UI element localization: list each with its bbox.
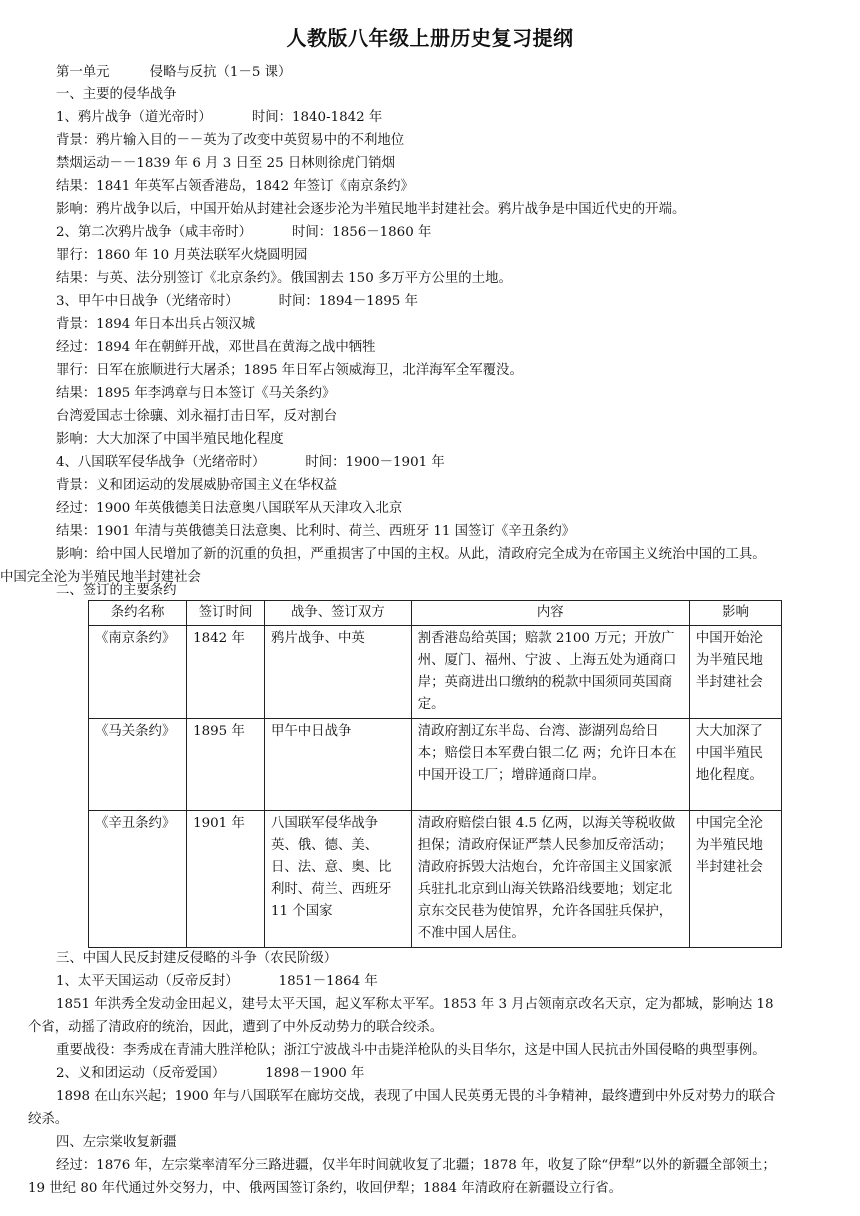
taiping-paragraph: 1851 年洪秀全发动金田起义，建号太平天国，起义军称太平军。1853 年 3 月占领南京改名天京，定为都城，影响达 18: [56, 997, 774, 1012]
taiwan-resistance: 台湾爱国志士徐骧、刘永福打击日军，反对割台: [56, 409, 338, 424]
taiping-paragraph-cont: 个省，动摇了清政府的统治，因此，遭到了中外反动势力的联合绞杀。: [28, 1020, 444, 1035]
section-4-heading: 四、左宗棠收复新疆: [56, 1135, 177, 1150]
sino-japanese-war-impact: 影响：大大加深了中国半殖民地化程度: [56, 432, 284, 447]
opium-war-name: 1、鸦片战争（道光帝时）: [56, 110, 212, 125]
treaty-date: 1895 年: [187, 719, 265, 811]
treaty-content: 清政府赔偿白银 4.5 亿两，以海关等税收做担保；清政府保证严禁人民参加反帝活动；清政府拆毁大沽炮台，允许帝国主义国家派兵驻扎北京到山海关铁路沿线要地；划定北京东交民巷为使馆界，允许各国驻兵保护，不准中国人居住。: [411, 811, 689, 948]
unit-name: 侵略与反抗（1－5 课）: [149, 65, 292, 80]
eight-nation-war-impact-cont: 中国完全沦为半殖民地半封建社会: [0, 570, 201, 585]
boxer-paragraph: 1898 在山东兴起；1900 年与八国联军在廊坊交战，表现了中国人民英勇无畏的斗争精神，最终遭到中外反对势力的联合: [56, 1089, 776, 1104]
boxer-title: [56, 1066, 364, 1082]
table-header-cell: 战争、签订双方: [265, 601, 412, 626]
boxer-name: 2、义和团运动（反帝爱国）: [56, 1066, 226, 1081]
table-row: [89, 626, 782, 719]
document-title: 人教版八年级上册历史复习提纲: [286, 26, 574, 50]
xinjiang-paragraph: 经过：1876 年，左宗棠率清军分三路进疆，仅半年时间就收复了北疆；1878 年，收复了除“伊犁”以外的新疆全部领土；: [56, 1158, 776, 1173]
taiping-battle: 重要战役：李秀成在青浦大胜洋枪队；浙江宁波战斗中击毙洋枪队的头目华尔，这是中国人民抗击外国侵略的典型事例。: [56, 1043, 766, 1058]
xinjiang-paragraph-cont: 19 世纪 80 年代通过外交努力，中、俄两国签订条约，收回伊犁；1884 年清政府在新疆设立行省。: [28, 1181, 623, 1196]
treaty-name: 《辛丑条约》: [89, 811, 187, 948]
treaty-impact: 中国完全沦为半殖民地半封建社会: [689, 811, 781, 948]
boxer-time: 1898－1900 年: [265, 1066, 365, 1081]
section-2-heading: 二、签订的主要条约: [56, 583, 177, 598]
taiping-title: [56, 974, 378, 990]
second-opium-war-name: 2、第二次鸦片战争（咸丰帝时）: [56, 225, 252, 240]
eight-nation-war-time: 时间：1900－1901 年: [305, 455, 445, 470]
opium-ban-movement: 禁烟运动－－1839 年 6 月 3 日至 25 日林则徐虎门销烟: [56, 156, 395, 171]
eight-nation-war-result: 结果：1901 年清与英俄德美日法意奥、比利时、荷兰、西班牙 11 国签订《辛丑条约》: [56, 524, 576, 539]
unit-heading: [56, 65, 291, 81]
table-header-cell: 签订时间: [187, 601, 265, 626]
sino-japanese-war-name: 3、甲午中日战争（光绪帝时）: [56, 294, 239, 309]
treaty-war: 甲午中日战争: [265, 719, 412, 811]
taiping-time: 1851－1864 年: [278, 974, 378, 989]
table-header-cell: 条约名称: [89, 601, 187, 626]
opium-war-background: 背景：鸦片输入目的－－英为了改变中英贸易中的不利地位: [56, 133, 405, 148]
eight-nation-war-title: [56, 455, 445, 471]
taiping-name: 1、太平天国运动（反帝反封）: [56, 974, 239, 989]
opium-war-title: [56, 110, 382, 126]
table-header-row: [89, 601, 782, 626]
second-opium-war-time: 时间：1856－1860 年: [292, 225, 432, 240]
treaty-war: 鸦片战争、中英: [265, 626, 412, 719]
sino-japanese-war-time: 时间：1894－1895 年: [278, 294, 418, 309]
table-header-cell: 内容: [411, 601, 689, 626]
unit-label: 第一单元: [56, 65, 110, 80]
section-1-heading: 一、主要的侵华战争: [56, 87, 177, 102]
second-opium-war-crime: 罪行：1860 年 10 月英法联军火烧圆明园: [56, 248, 308, 263]
table-row: [89, 719, 782, 811]
sino-japanese-war-background: 背景：1894 年日本出兵占领汉城: [56, 317, 256, 332]
boxer-paragraph-cont: 绞杀。: [28, 1112, 69, 1127]
opium-war-result: 结果：1841 年英军占领香港岛，1842 年签订《南京条约》: [56, 179, 414, 194]
second-opium-war-title: [56, 225, 431, 241]
treaty-name: 《马关条约》: [89, 719, 187, 811]
section-3-heading: 三、中国人民反封建反侵略的斗争（农民阶级）: [56, 951, 338, 966]
treaty-date: 1842 年: [187, 626, 265, 719]
sino-japanese-war-process: 经过：1894 年在朝鲜开战，邓世昌在黄海之战中牺牲: [56, 340, 376, 355]
eight-nation-war-name: 4、八国联军侵华战争（光绪帝时）: [56, 455, 266, 470]
table-row: [89, 811, 782, 948]
table-header-cell: 影响: [689, 601, 781, 626]
treaty-content: 割香港岛给英国；赔款 2100 万元；开放广州、厦门、福州、宁波 、上海五处为通商口岸；英商进出口缴纳的税款中国须同英国商定。: [411, 626, 689, 719]
sino-japanese-war-result: 结果：1895 年李鸿章与日本签订《马关条约》: [56, 386, 336, 401]
second-opium-war-result: 结果：与英、法分别签订《北京条约》。俄国割去 150 多万平方公里的土地。: [56, 271, 512, 286]
treaty-name: 《南京条约》: [89, 626, 187, 719]
treaty-war: 八国联军侵华战争 英、俄、德、美、日、法、意、奥、比利时、荷兰、西班牙 11 个国家: [265, 811, 412, 948]
treaty-impact: 大大加深了中国半殖民地化程度。: [689, 719, 781, 811]
treaties-table: [88, 600, 782, 948]
eight-nation-war-process: 经过：1900 年英俄德美日法意奥八国联军从天津攻入北京: [56, 501, 403, 516]
treaty-date: 1901 年: [187, 811, 265, 948]
sino-japanese-war-crime: 罪行：日军在旅顺进行大屠杀；1895 年日军占领威海卫，北洋海军全军覆没。: [56, 363, 523, 378]
eight-nation-war-background: 背景：义和团运动的发展威胁帝国主义在华权益: [56, 478, 338, 493]
treaty-impact: 中国开始沦为半殖民地半封建社会: [689, 626, 781, 719]
sino-japanese-war-title: [56, 294, 418, 310]
treaty-content: 清政府割辽东半岛、台湾、澎湖列岛给日本；赔偿日本军费白银二亿 两；允许日本在中国开设工厂；增辟通商口岸。: [411, 719, 689, 811]
opium-war-impact: 影响：鸦片战争以后，中国开始从封建社会逐步沦为半殖民地半封建社会。鸦片战争是中国近代史的开端。: [56, 202, 686, 217]
eight-nation-war-impact: 影响：给中国人民增加了新的沉重的负担，严重损害了中国的主权。从此，清政府完全成为在帝国主义统治中国的工具。: [56, 547, 766, 562]
opium-war-time: 时间：1840-1842 年: [251, 110, 383, 125]
